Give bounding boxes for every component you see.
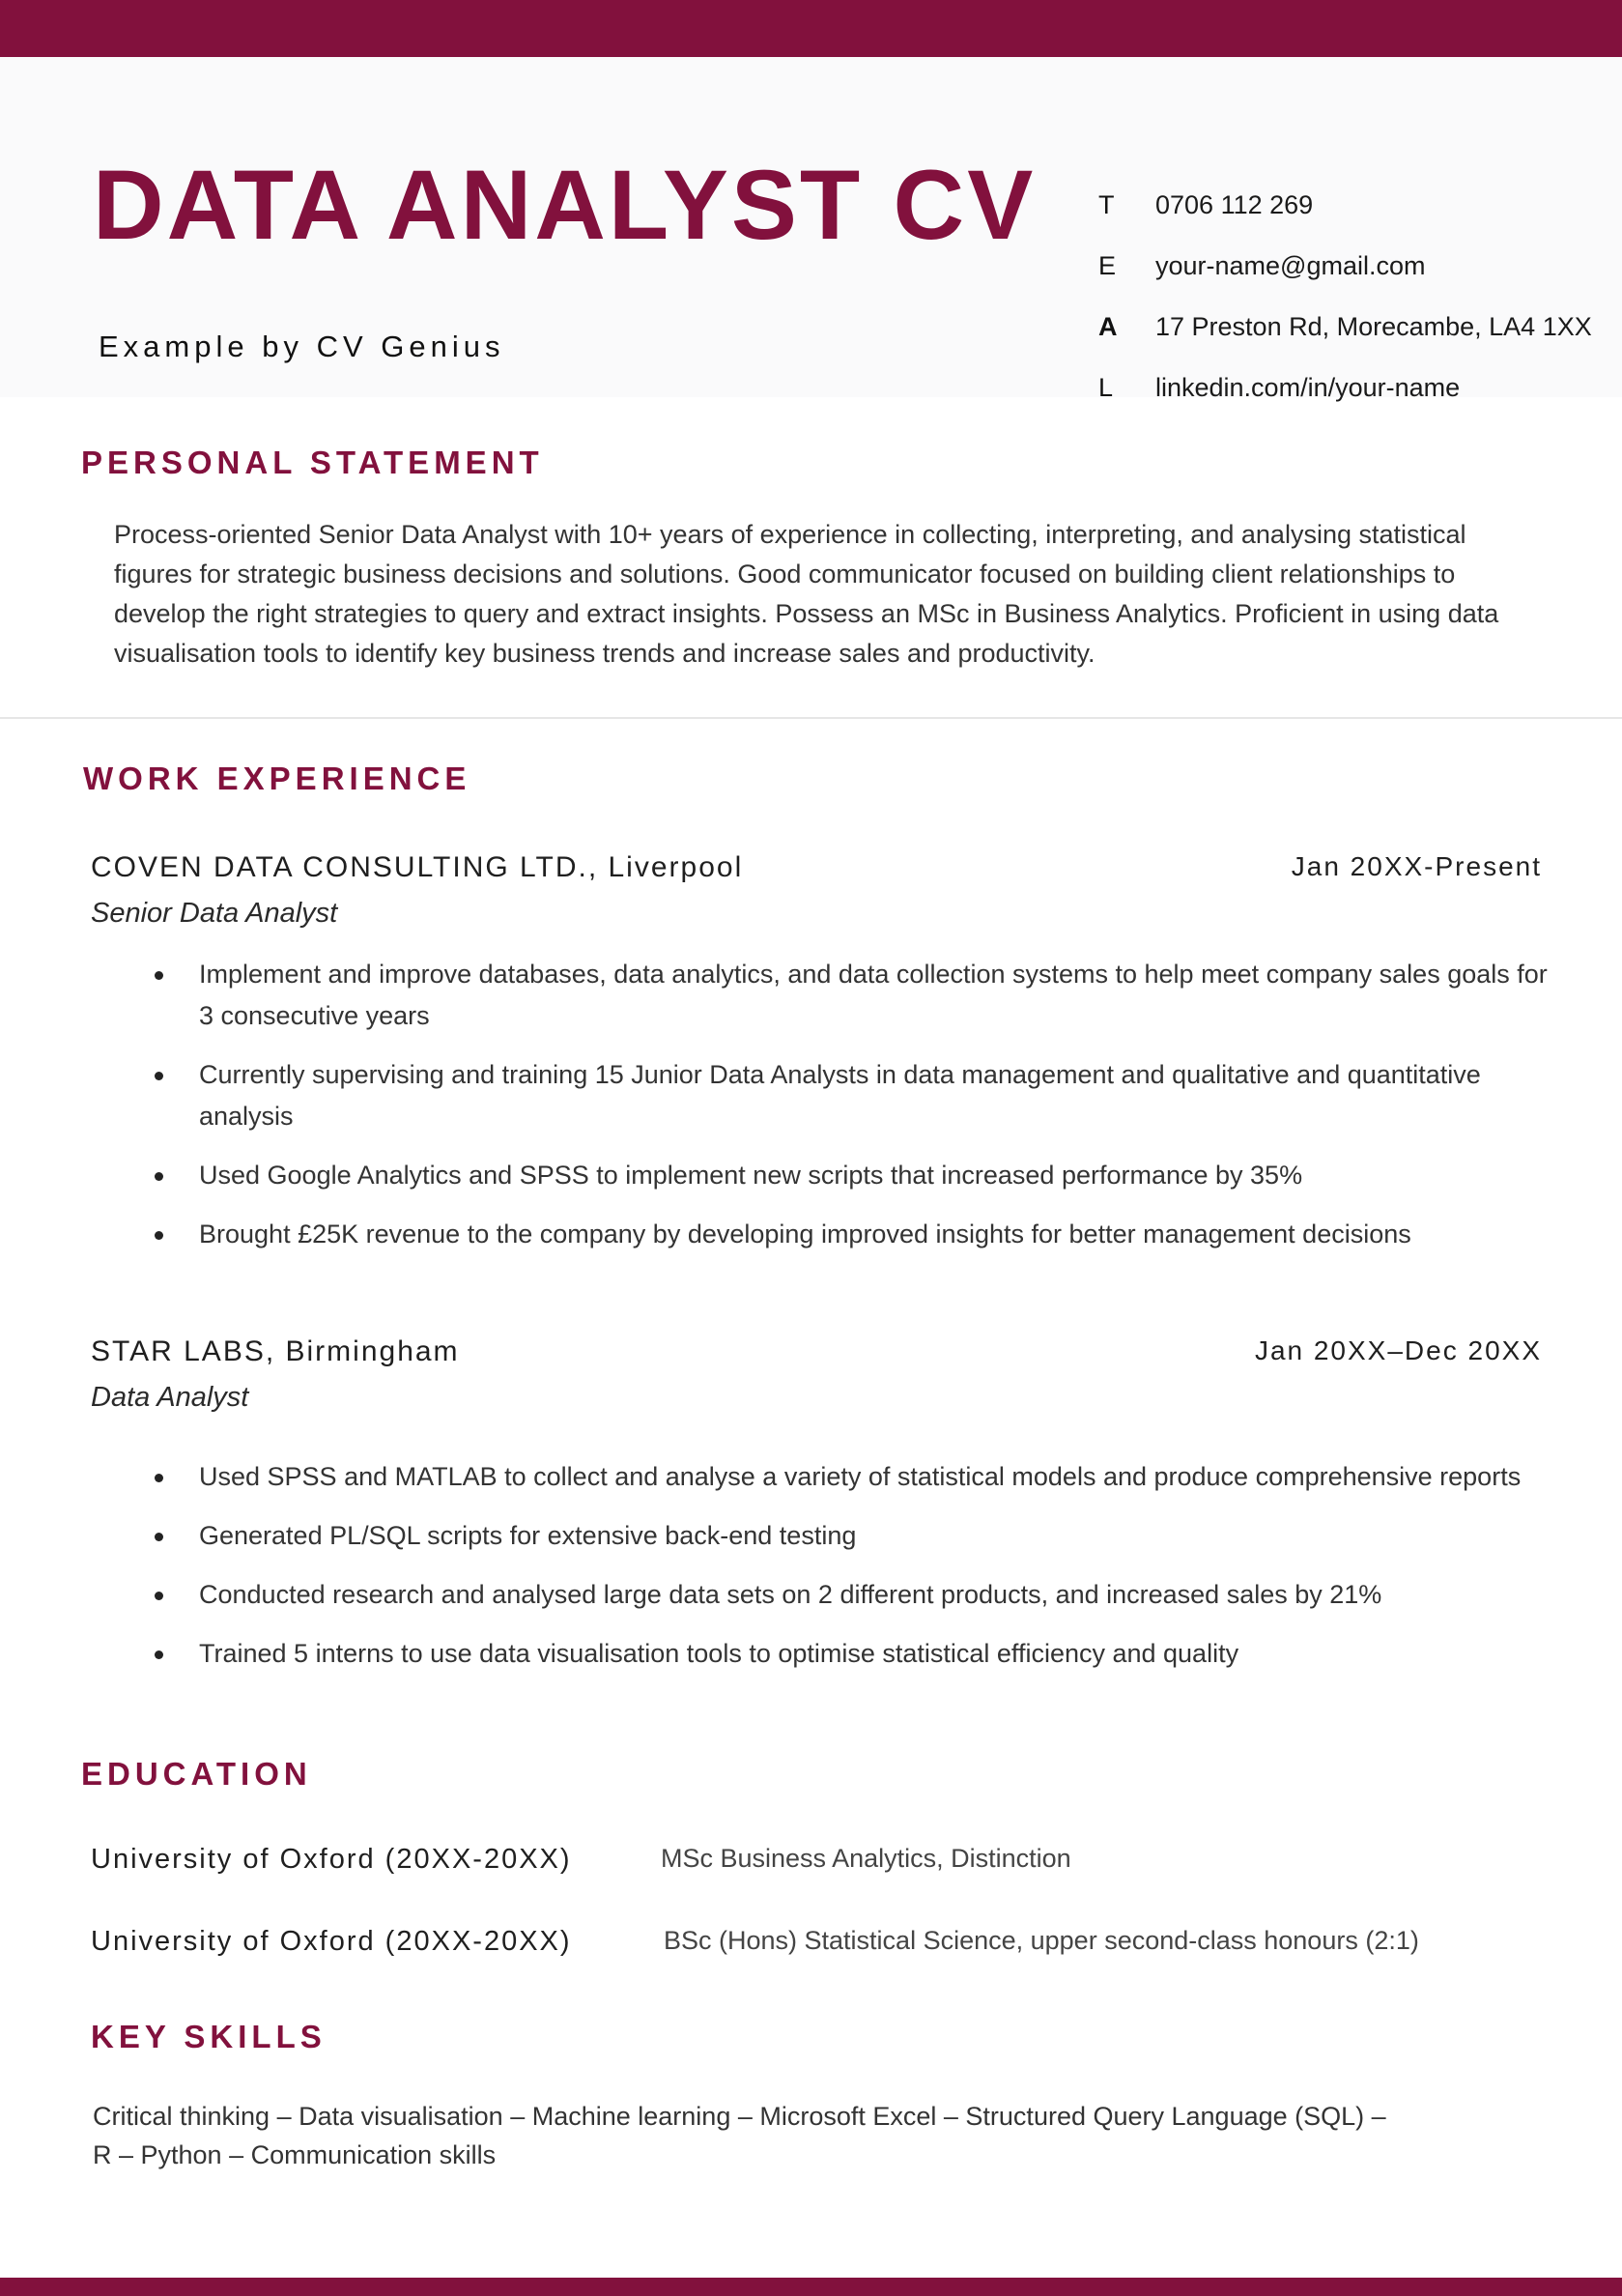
- bullet-item: Brought £25K revenue to the company by developing improved insights for better management decisions: [199, 1214, 1551, 1255]
- address-value: 17 Preston Rd, Morecambe, LA4 1XX: [1155, 312, 1592, 341]
- contact-email: [1098, 236, 1592, 297]
- phone-key: T: [1098, 190, 1115, 219]
- address-key: A: [1098, 312, 1118, 341]
- email-key: E: [1098, 251, 1117, 280]
- contact-phone: [1098, 175, 1592, 236]
- email-value: your-name@gmail.com: [1155, 251, 1426, 280]
- job-role: Senior Data Analyst: [91, 898, 338, 929]
- bullet-item: Implement and improve databases, data analytics, and data collection systems to help meet company sales goals for 3 consecutive years: [199, 954, 1551, 1037]
- bullet-item: Conducted research and analysed large data sets on 2 different products, and increased sales by 21%: [199, 1574, 1551, 1616]
- linkedin-key: L: [1098, 373, 1114, 402]
- job-dates: Jan 20XX-Present: [1291, 851, 1542, 881]
- job-bullets: [199, 1456, 1551, 1692]
- education-school: University of Oxford (20XX-20XX): [91, 1844, 572, 1875]
- key-skills-text: Critical thinking – Data visualisation – Machine learning – Microsoft Excel – Structured Query Language (SQL) – R – Python – Communication skills: [93, 2102, 1386, 2169]
- top-accent-bar: [0, 0, 1622, 57]
- section-divider: [0, 717, 1622, 719]
- key-skills-heading: KEY SKILLS: [91, 2019, 327, 2054]
- contact-list: [1098, 175, 1592, 418]
- bullet-item: Trained 5 interns to use data visualisation tools to optimise statistical efficiency and quality: [199, 1633, 1551, 1675]
- contact-address: [1098, 297, 1592, 358]
- work-experience-heading: WORK EXPERIENCE: [83, 761, 471, 796]
- linkedin-value: linkedin.com/in/your-name: [1155, 373, 1461, 402]
- job-bullets: [199, 954, 1551, 1273]
- bullet-item: Used SPSS and MATLAB to collect and analyse a variety of statistical models and produce comprehensive reports: [199, 1456, 1551, 1498]
- cv-subtitle: Example by CV Genius: [99, 330, 505, 363]
- cv-header: [0, 57, 1622, 402]
- job-employer: STAR LABS, Birmingham: [91, 1335, 460, 1367]
- job-header: [91, 1335, 1542, 1368]
- job-dates: Jan 20XX–Dec 20XX: [1254, 1335, 1542, 1365]
- bullet-item: Currently supervising and training 15 Junior Data Analysts in data management and qualitative and quantitative analysis: [199, 1054, 1551, 1137]
- personal-statement-heading: PERSONAL STATEMENT: [81, 445, 544, 480]
- bullet-item: Generated PL/SQL scripts for extensive back-end testing: [199, 1515, 1551, 1557]
- phone-value: 0706 112 269: [1155, 190, 1314, 219]
- job-employer: COVEN DATA CONSULTING LTD., Liverpool: [91, 851, 744, 883]
- job-role: Data Analyst: [91, 1382, 249, 1413]
- bullet-item: Used Google Analytics and SPSS to implement new scripts that increased performance by 35%: [199, 1155, 1551, 1196]
- job-header: [91, 851, 1542, 884]
- contact-linkedin: [1098, 358, 1592, 418]
- personal-statement-text: Process-oriented Senior Data Analyst with 10+ years of experience in collecting, interpreting, and analysing statistical figures for strategic business decisions and solutions. Good communicator focused on building client relationships to develop the right strategies to query and extract insights. Possess an MSc in Business Analytics. Proficient in using data visualisation tools to identify key business trends and increase sales and productivity.: [114, 520, 1499, 668]
- cv-title: DATA ANALYST CV: [93, 150, 1037, 260]
- bottom-accent-bar: [0, 2278, 1622, 2296]
- education-heading: EDUCATION: [81, 1756, 312, 1792]
- education-school: University of Oxford (20XX-20XX): [91, 1926, 572, 1957]
- education-degree: BSc (Hons) Statistical Science, upper second-class honours (2:1): [664, 1926, 1419, 1955]
- education-degree: MSc Business Analytics, Distinction: [661, 1844, 1071, 1873]
